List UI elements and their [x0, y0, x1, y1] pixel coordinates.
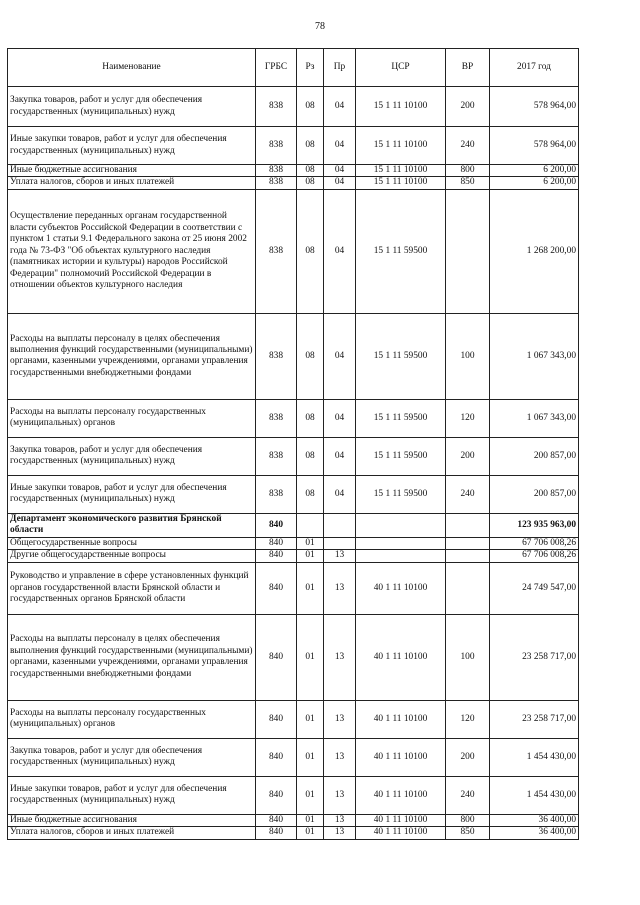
row-name: Иные бюджетные ассигнования — [8, 165, 256, 177]
row-vr: 240 — [446, 475, 490, 513]
table-row — [8, 87, 579, 127]
col-header-amount: 2017 год — [490, 49, 579, 87]
col-header-csr: ЦСР — [356, 49, 446, 87]
table-row — [8, 814, 579, 826]
col-header-rz: Рз — [297, 49, 324, 87]
row-vr — [446, 513, 490, 537]
table-row — [8, 537, 579, 549]
row-pr: 13 — [324, 827, 356, 839]
row-grbs: 838 — [256, 127, 297, 165]
row-grbs: 838 — [256, 177, 297, 189]
row-csr: 40 1 11 10100 — [356, 814, 446, 826]
row-csr: 40 1 11 10100 — [356, 738, 446, 776]
table-row — [8, 165, 579, 177]
row-rz: 08 — [297, 475, 324, 513]
row-pr: 04 — [324, 127, 356, 165]
row-grbs: 838 — [256, 437, 297, 475]
row-pr: 04 — [324, 177, 356, 189]
row-name: Уплата налогов, сборов и иных платежей — [8, 177, 256, 189]
row-amount: 578 964,00 — [490, 127, 579, 165]
row-pr: 04 — [324, 87, 356, 127]
table-row — [8, 189, 579, 313]
row-vr: 240 — [446, 776, 490, 814]
row-rz: 01 — [297, 814, 324, 826]
table-row — [8, 313, 579, 399]
row-pr: 13 — [324, 550, 356, 562]
row-name: Иные закупки товаров, работ и услуг для обеспечения государственных (муниципальных) нужд — [8, 776, 256, 814]
row-grbs: 840 — [256, 700, 297, 738]
row-vr: 850 — [446, 177, 490, 189]
row-rz: 01 — [297, 550, 324, 562]
row-name: Другие общегосударственные вопросы — [8, 550, 256, 562]
page-number: 78 — [315, 21, 325, 32]
row-amount: 1 067 343,00 — [490, 399, 579, 437]
row-vr: 200 — [446, 437, 490, 475]
row-grbs: 840 — [256, 513, 297, 537]
row-rz: 08 — [297, 189, 324, 313]
row-amount: 67 706 008,26 — [490, 537, 579, 549]
row-rz: 08 — [297, 127, 324, 165]
row-rz: 01 — [297, 700, 324, 738]
header-row — [8, 49, 579, 87]
row-vr — [446, 537, 490, 549]
row-amount: 6 200,00 — [490, 165, 579, 177]
row-amount: 200 857,00 — [490, 475, 579, 513]
row-name: Иные закупки товаров, работ и услуг для обеспечения государственных (муниципальных) нужд — [8, 127, 256, 165]
row-vr: 120 — [446, 399, 490, 437]
row-csr — [356, 550, 446, 562]
row-grbs: 840 — [256, 814, 297, 826]
row-amount: 23 258 717,00 — [490, 700, 579, 738]
table-row — [8, 475, 579, 513]
row-pr: 13 — [324, 814, 356, 826]
row-csr: 15 1 11 59500 — [356, 189, 446, 313]
table-row — [8, 177, 579, 189]
row-pr: 13 — [324, 562, 356, 614]
row-name: Закупка товаров, работ и услуг для обеспечения государственных (муниципальных) нужд — [8, 87, 256, 127]
table-row — [8, 513, 579, 537]
row-pr: 13 — [324, 700, 356, 738]
row-csr: 40 1 11 10100 — [356, 562, 446, 614]
row-name: Общегосударственные вопросы — [8, 537, 256, 549]
row-csr: 40 1 11 10100 — [356, 614, 446, 700]
row-rz: 08 — [297, 437, 324, 475]
table-row — [8, 738, 579, 776]
row-grbs: 838 — [256, 189, 297, 313]
row-rz: 08 — [297, 177, 324, 189]
row-amount: 23 258 717,00 — [490, 614, 579, 700]
row-amount: 36 400,00 — [490, 814, 579, 826]
row-vr — [446, 562, 490, 614]
row-vr — [446, 189, 490, 313]
row-grbs: 840 — [256, 738, 297, 776]
row-grbs: 838 — [256, 399, 297, 437]
row-vr: 200 — [446, 738, 490, 776]
row-csr: 40 1 11 10100 — [356, 776, 446, 814]
row-amount: 36 400,00 — [490, 827, 579, 839]
row-pr: 04 — [324, 475, 356, 513]
row-grbs: 840 — [256, 614, 297, 700]
budget-table — [7, 48, 579, 840]
row-csr: 15 1 11 10100 — [356, 177, 446, 189]
row-rz: 08 — [297, 313, 324, 399]
row-vr: 200 — [446, 87, 490, 127]
row-vr: 100 — [446, 614, 490, 700]
row-vr: 800 — [446, 814, 490, 826]
row-pr: 04 — [324, 437, 356, 475]
row-amount: 1 067 343,00 — [490, 313, 579, 399]
row-name: Расходы на выплаты персоналу государственных (муниципальных) органов — [8, 399, 256, 437]
row-grbs: 840 — [256, 827, 297, 839]
row-pr: 04 — [324, 165, 356, 177]
row-vr: 850 — [446, 827, 490, 839]
row-grbs: 838 — [256, 87, 297, 127]
row-name: Осуществление переданных органам государственной власти субъектов Российской Федерации в соответствии с пунктом 1 статьи 9.1 Федерального закона от 25 июня 2002 года № 73-ФЗ "Об объектах культурного наследия (памятниках истории и культуры) народов Российской Федерации" полномочий Российской Федерации в отношении объектов культурного наследия — [8, 189, 256, 313]
row-grbs: 840 — [256, 537, 297, 549]
row-csr — [356, 537, 446, 549]
row-name: Расходы на выплаты персоналу в целях обеспечения выполнения функций государственными (муниципальными) органами, казенными учреждениями, органами управления государственными внебюджетными фондами — [8, 614, 256, 700]
row-amount: 123 935 963,00 — [490, 513, 579, 537]
row-vr: 800 — [446, 165, 490, 177]
row-name: Иные бюджетные ассигнования — [8, 814, 256, 826]
row-pr: 13 — [324, 776, 356, 814]
col-header-name: Наименование — [8, 49, 256, 87]
row-csr: 15 1 11 59500 — [356, 313, 446, 399]
row-csr: 15 1 11 59500 — [356, 437, 446, 475]
row-rz — [297, 513, 324, 537]
row-pr — [324, 513, 356, 537]
row-vr — [446, 550, 490, 562]
row-pr — [324, 537, 356, 549]
row-name: Закупка товаров, работ и услуг для обеспечения государственных (муниципальных) нужд — [8, 437, 256, 475]
col-header-pr: Пр — [324, 49, 356, 87]
row-grbs: 840 — [256, 776, 297, 814]
table-row — [8, 700, 579, 738]
row-csr: 15 1 11 10100 — [356, 165, 446, 177]
row-rz: 08 — [297, 399, 324, 437]
row-name: Уплата налогов, сборов и иных платежей — [8, 827, 256, 839]
row-name: Расходы на выплаты персоналу государственных (муниципальных) органов — [8, 700, 256, 738]
row-rz: 01 — [297, 562, 324, 614]
row-csr: 15 1 11 59500 — [356, 475, 446, 513]
row-amount: 578 964,00 — [490, 87, 579, 127]
row-grbs: 838 — [256, 475, 297, 513]
row-vr: 240 — [446, 127, 490, 165]
row-grbs: 838 — [256, 313, 297, 399]
row-grbs: 840 — [256, 562, 297, 614]
row-amount: 67 706 008,26 — [490, 550, 579, 562]
row-name: Иные закупки товаров, работ и услуг для обеспечения государственных (муниципальных) нужд — [8, 475, 256, 513]
row-name: Закупка товаров, работ и услуг для обеспечения государственных (муниципальных) нужд — [8, 738, 256, 776]
row-amount: 1 454 430,00 — [490, 738, 579, 776]
row-rz: 08 — [297, 165, 324, 177]
table-row — [8, 399, 579, 437]
row-rz: 01 — [297, 776, 324, 814]
row-pr: 04 — [324, 399, 356, 437]
row-name: Департамент экономического развития Брянской области — [8, 513, 256, 537]
row-vr: 120 — [446, 700, 490, 738]
table-row — [8, 550, 579, 562]
table-row — [8, 127, 579, 165]
row-name: Руководство и управление в сфере установленных функций органов государственной власти Брянской области и государственных органов Брянской области — [8, 562, 256, 614]
table-row — [8, 437, 579, 475]
table-row — [8, 614, 579, 700]
row-pr: 13 — [324, 738, 356, 776]
row-pr: 04 — [324, 189, 356, 313]
row-amount: 6 200,00 — [490, 177, 579, 189]
col-header-grbs: ГРБС — [256, 49, 297, 87]
row-grbs: 840 — [256, 550, 297, 562]
row-csr — [356, 513, 446, 537]
row-vr: 100 — [446, 313, 490, 399]
table-row — [8, 827, 579, 839]
col-header-vr: ВР — [446, 49, 490, 87]
row-pr: 13 — [324, 614, 356, 700]
row-csr: 15 1 11 10100 — [356, 127, 446, 165]
row-name: Расходы на выплаты персоналу в целях обеспечения выполнения функций государственными (муниципальными) органами, казенными учреждениями, органами управления государственными внебюджетными фондами — [8, 313, 256, 399]
row-rz: 01 — [297, 537, 324, 549]
row-pr: 04 — [324, 313, 356, 399]
table-row — [8, 562, 579, 614]
row-csr: 40 1 11 10100 — [356, 827, 446, 839]
row-rz: 01 — [297, 614, 324, 700]
row-amount: 1 268 200,00 — [490, 189, 579, 313]
row-rz: 01 — [297, 738, 324, 776]
row-amount: 200 857,00 — [490, 437, 579, 475]
row-amount: 1 454 430,00 — [490, 776, 579, 814]
row-csr: 15 1 11 59500 — [356, 399, 446, 437]
row-amount: 24 749 547,00 — [490, 562, 579, 614]
row-csr: 40 1 11 10100 — [356, 700, 446, 738]
table-row — [8, 776, 579, 814]
row-grbs: 838 — [256, 165, 297, 177]
row-csr: 15 1 11 10100 — [356, 87, 446, 127]
row-rz: 01 — [297, 827, 324, 839]
row-rz: 08 — [297, 87, 324, 127]
